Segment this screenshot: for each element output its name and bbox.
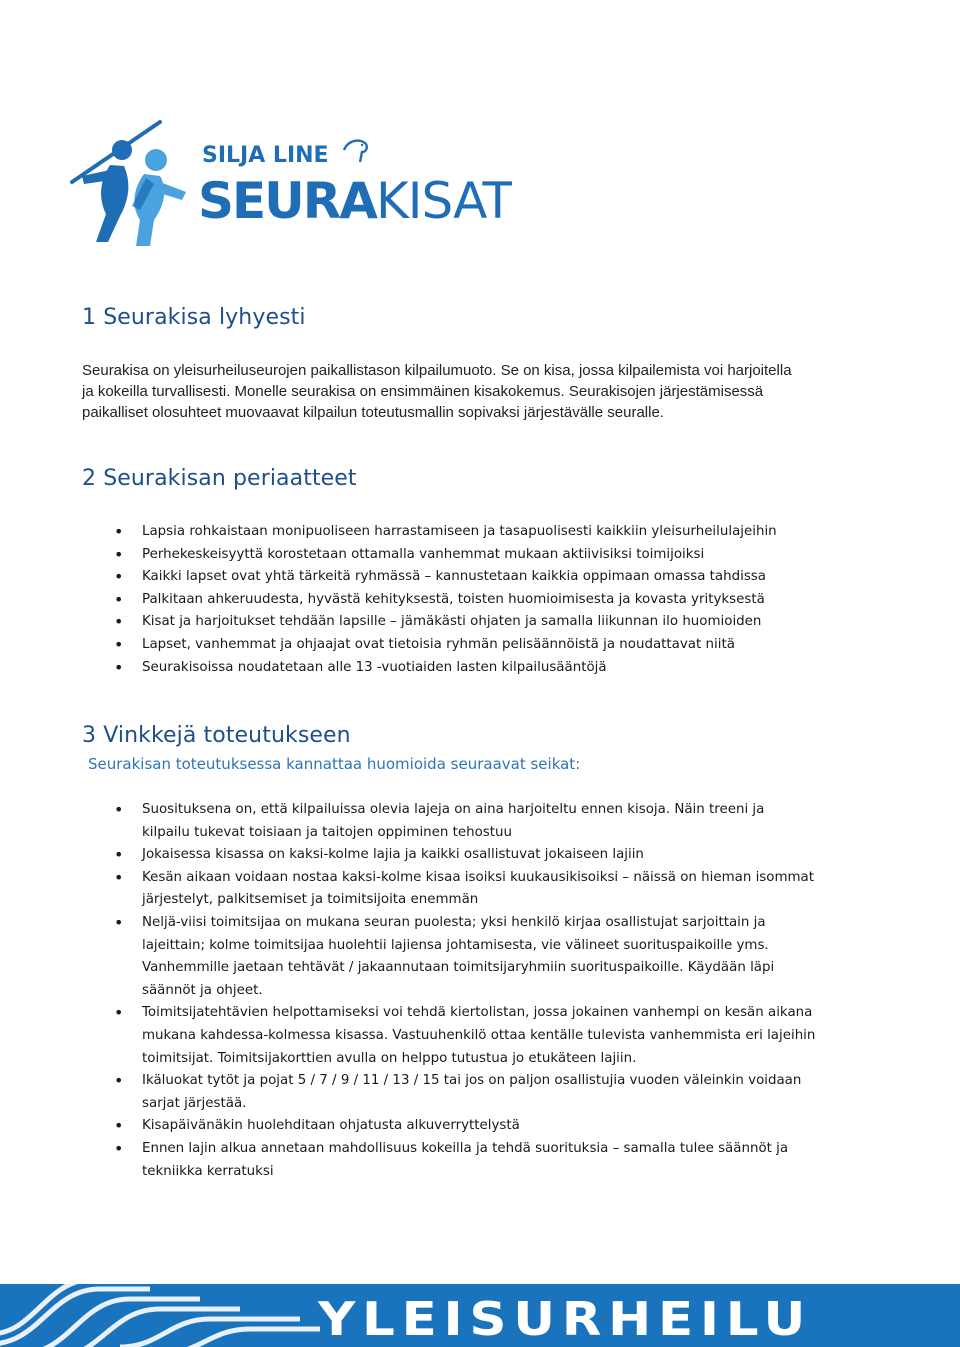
stripes-graphic	[0, 1284, 320, 1347]
section1-paragraph	[82, 360, 902, 423]
list-item-line: • Neljä-viisi toimitsijaa on mukana seuran puolesta; yksi henkilö kirjaa osallistujat sarjoittain ja	[142, 914, 766, 930]
list-item-line: • Kesän aikaan voidaan nostaa kaksi-kolme kisaa isoiksi kuukausikisoiksi – näissä on hieman isommat	[142, 869, 815, 885]
list-item	[142, 867, 887, 912]
list-item-line: kilpailu tukevat toisiaan ja taitojen oppiminen tehostuu	[142, 824, 513, 840]
list-item: • Kisat ja harjoitukset tehdään lapsille – jämäkästi ohjaten ja samalla liikunnan ilo huomioiden	[142, 611, 887, 634]
section3-heading: 3 Vinkkejä toteutukseen	[82, 723, 351, 748]
list-item	[142, 1115, 887, 1138]
section1-heading: 1 Seurakisa lyhyesti	[82, 305, 306, 330]
list-item-line: • Ennen lajin alkua annetaan mahdollisuus kokeilla ja tehdä suorituksia – samalla tulee säännöt ja	[142, 1140, 789, 1156]
list-item-line: • Suosituksena on, että kilpailuissa olevia lajeja on aina harjoiteltu ennen kisoja. Näin treeni ja	[142, 802, 765, 817]
tips-list	[142, 799, 887, 1183]
paragraph-line: paikalliset olosuhteet muovaavat kilpailun toteutusmallin sopivaksi järjestävälle seuralle.	[82, 404, 664, 421]
list-item: • Kaikki lapset ovat yhtä tärkeitä ryhmässä – kannustetaan kaikkia oppimaan omassa tahdissa	[142, 566, 887, 589]
principles-list	[142, 521, 887, 679]
seal-icon	[344, 141, 367, 162]
list-item-line: Vanhemmille jaetaan tehtävät / jakaannutaan toimitsijaryhmiin suorituspaikoille. Käydään läpi	[142, 960, 775, 976]
list-item-line: tekniikka kerratuksi	[142, 1163, 274, 1179]
section3-subheading: Seurakisan toteutuksessa kannattaa huomioida seuraavat seikat:	[88, 755, 581, 773]
section2-heading: 2 Seurakisan periaatteet	[82, 466, 357, 491]
list-item-line: mukana kahdessa-kolmessa kisassa. Vastuuhenkilö ottaa kentälle tulevista vanhemmista eri lajeihin	[142, 1027, 816, 1043]
list-item	[142, 1070, 887, 1115]
list-item	[142, 1138, 887, 1183]
list-item: • Lapsia rohkaistaan monipuoliseen harrastamiseen ja tasapuolisesti kaikkiin yleisurheilulajeihin	[142, 521, 887, 544]
list-item-line: toimitsijat. Toimitsijakorttien avulla on helppo tutustua jo etukäteen lajiin.	[142, 1050, 637, 1066]
list-item	[142, 912, 887, 1002]
list-item	[142, 844, 887, 867]
logo-line2-bold: SEURA	[198, 172, 376, 230]
list-item: • Perhekeskeisyyttä korostetaan ottamalla vanhemmat mukaan aktiivisiksi toimijoiksi	[142, 544, 887, 567]
list-item-line: • Kisapäivänäkin huolehditaan ohjatusta alkuverryttelystä	[142, 1118, 520, 1134]
list-item: • Seurakisoissa noudatetaan alle 13 -vuotiaiden lasten kilpailusääntöjä	[142, 657, 887, 680]
footer-brand: YLEISURHEILU	[318, 1292, 813, 1346]
list-item-line: • Jokaisessa kisassa on kaksi-kolme lajia ja kaikki osallistuvat jokaiseen lajiin	[142, 847, 644, 863]
silja-line-seurakisat-logo	[62, 110, 512, 250]
paragraph-line: Seurakisa on yleisurheiluseurojen paikallistason kilpailumuoto. Se on kisa, jossa kilpailemista voi harjoitella	[82, 362, 792, 379]
list-item-line: sarjat järjestää.	[142, 1095, 247, 1111]
svg-text:SEURAKISAT	[198, 172, 512, 230]
list-item-line: • Toimitsijatehtävien helpottamiseksi voi tehdä kiertolistan, jossa jokainen vanhempi on kesän aikana	[142, 1005, 813, 1021]
list-item-line: lajeittain; kolme toimitsijaa huolehtii lajiensa johtamisesta, vie välineet suorituspaikoille yms.	[142, 937, 769, 953]
logo-line2-light: KISAT	[375, 172, 512, 230]
list-item	[142, 799, 887, 844]
footer-banner	[0, 1284, 960, 1347]
list-item-line: • Ikäluokat tytöt ja pojat 5 / 7 / 9 / 11 / 13 / 15 tai jos on paljon osallistujia vuoden väleinkin voidaan	[142, 1073, 802, 1089]
list-item	[142, 1002, 887, 1070]
list-item: • Palkitaan ahkeruudesta, hyvästä kehityksestä, toisten huomioimisesta ja kovasta yrityksestä	[142, 589, 887, 612]
logo-line1: SILJA LINE	[202, 143, 329, 168]
paragraph-line: ja kokeilla turvallisesti. Monelle seurakisa on ensimmäinen kisakokemus. Seurakisojen järjestämisessä	[82, 383, 764, 400]
list-item-line: säännöt ja ohjeet.	[142, 982, 263, 998]
list-item-line: järjestelyt, palkitsemiset ja toimitsijoita enemmän	[142, 892, 479, 908]
list-item: • Lapset, vanhemmat ja ohjaajat ovat tietoisia ryhmän pelisäännöistä ja noudattavat niitä	[142, 634, 887, 657]
